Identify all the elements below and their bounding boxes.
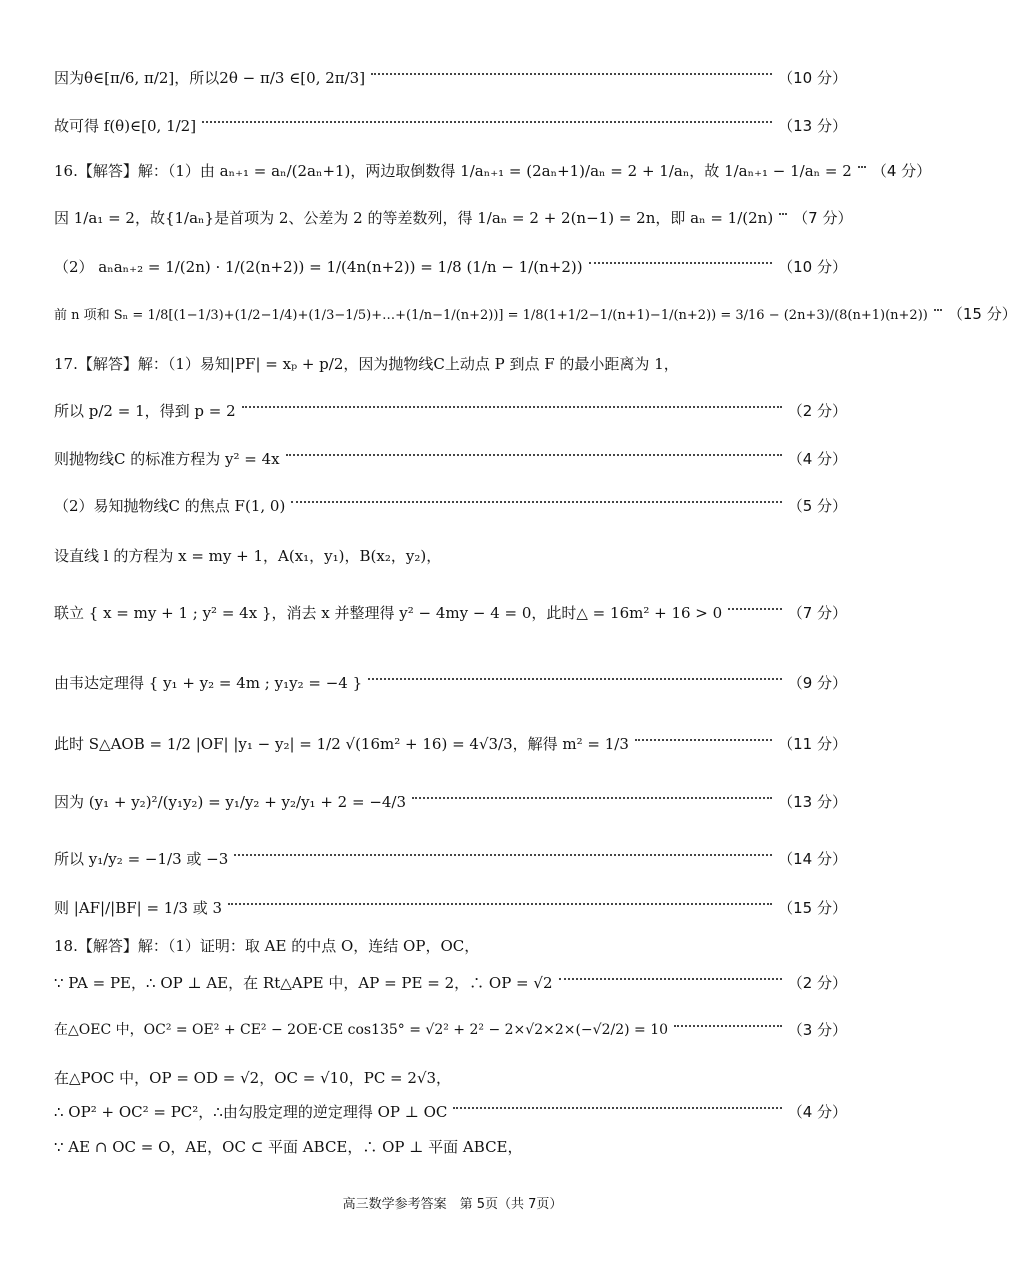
score-label: （7 分） [793,208,853,227]
score-label: （14 分） [778,849,847,868]
score-label: （5 分） [787,496,847,515]
leader-dots [202,121,772,123]
line-text: 由韦达定理得 { y₁ + y₂ = 4m ; y₁y₂ = −4 } [54,673,363,692]
line-text: 此时 S△AOB = 1/2 |OF| |y₁ − y₂| = 1/2 √(16m² + 16) = 4√3/3，解得 m² = 1/3 [54,734,629,753]
answer-line [54,110,847,140]
score-label: （2 分） [787,401,847,420]
leader-dots [371,73,772,75]
answer-line [54,443,847,473]
line-text: 在△OEC 中，OC² = OE² + CE² − 2OE·CE cos135° = √2² + 2² − 2×√2×2×(−√2/2) = 10 [54,1022,669,1038]
leader-dots [453,1107,781,1109]
answer-line [54,202,853,232]
answer-line [54,251,847,281]
line-text: （2）易知抛物线C 的焦点 F(1, 0) [54,496,286,515]
answer-line [54,62,847,92]
score-label: （4 分） [787,1102,847,1121]
line-text: 18.【解答】解：（1）证明：取 AE 的中点 O，连结 OP，OC， [54,936,480,955]
answer-line [54,664,847,700]
leader-dots [228,903,772,905]
leader-dots [635,739,772,741]
answer-line [54,967,847,997]
score-label: （4 分） [871,161,932,180]
line-text: 所以 y₁/y₂ = −1/3 或 −3 [54,849,229,868]
answer-line [54,540,847,570]
leader-dots [559,978,782,980]
score-label: （13 分） [778,116,847,135]
answer-line [54,1012,847,1046]
answer-line [54,930,847,960]
score-label: （10 分） [778,257,847,276]
answer-line [54,1062,847,1092]
line-text: 16.【解答】解：（1）由 aₙ₊₁ = aₙ/(2aₙ+1)，两边取倒数得 1/aₙ₊₁ = (2aₙ+1)/aₙ = 2 + 1/aₙ，故 1/aₙ₊₁ − 1/aₙ = 2 [54,161,852,180]
line-text: 则 |AF|/|BF| = 1/3 或 3 [54,898,223,917]
answer-line [54,784,847,818]
answer-line [54,1131,847,1161]
answer-line [54,298,1017,328]
leader-dots [291,501,781,503]
answer-line [54,1096,847,1126]
line-text: 设直线 l 的方程为 x = my + 1，A(x₁，y₁)，B(x₂，y₂)， [54,546,442,565]
leader-dots [934,309,942,311]
line-text: 联立 { x = my + 1 ; y² = 4x }，消去 x 并整理得 y² − 4my − 4 = 0，此时△ = 16m² + 16 > 0 [54,603,723,622]
line-text: 则抛物线C 的标准方程为 y² = 4x [54,449,280,468]
score-label: （9 分） [787,673,847,692]
score-label: （15 分） [947,304,1017,323]
score-label: （7 分） [787,603,847,622]
leader-dots [589,262,773,264]
leader-dots [368,678,782,680]
score-label: （4 分） [787,449,847,468]
line-text: 在△POC 中，OP = OD = √2，OC = √10，PC = 2√3， [54,1068,452,1087]
leader-dots [234,854,772,856]
answer-line [54,490,847,520]
leader-dots [728,608,782,610]
score-label: （3 分） [787,1020,847,1039]
line-text: 因为 (y₁ + y₂)²/(y₁y₂) = y₁/y₂ + y₂/y₁ + 2 = −4/3 [54,792,407,811]
line-text: 故可得 f(θ)∈[0, 1/2] [54,116,197,135]
leader-dots [779,213,787,215]
line-text: 前 n 项和 Sₙ = 1/8[(1−1/3)+(1/2−1/4)+(1/3−1/5)+…+(1/n−1/(n+2))] = 1/8(1+1/2−1/(n+1)−1/(n+2)) = 3/16 − (2n+3)/(8(n+1)(n+2)) [54,307,928,323]
score-label: （10 分） [778,68,847,87]
answer-line [54,726,847,760]
answer-line [54,155,932,185]
answer-line [54,594,847,630]
score-label: （2 分） [787,973,847,992]
score-label: （13 分） [778,792,847,811]
leader-dots [412,797,772,799]
score-label: （15 分） [778,898,847,917]
leader-dots [674,1025,782,1027]
leader-dots [286,454,782,456]
line-text: 因 1/a₁ = 2，故{1/aₙ}是首项为 2、公差为 2 的等差数列，得 1/aₙ = 2 + 2(n−1) = 2n，即 aₙ = 1/(2n) [54,208,774,227]
answer-line [54,843,847,873]
line-text: 17.【解答】解：（1）易知|PF| = xₚ + p/2，因为抛物线C上动点 P 到点 F 的最小距离为 1， [54,354,679,373]
leader-dots [242,406,782,408]
answer-line [54,892,847,922]
line-text: （2） aₙaₙ₊₂ = 1/(2n) · 1/(2(n+2)) = 1/(4n(n+2)) = 1/8 (1/n − 1/(n+2)) [54,257,583,276]
line-text: 所以 p/2 = 1，得到 p = 2 [54,401,236,420]
line-text: 因为θ∈[π/6, π/2]，所以2θ − π/3 ∈[0, 2π/3] [54,68,366,87]
leader-dots [858,166,866,168]
line-text: ∵ AE ∩ OC = O，AE，OC ⊂ 平面 ABCE，∴ OP ⊥ 平面 ABCE， [54,1137,523,1156]
line-text: ∵ PA = PE，∴ OP ⊥ AE，在 Rt△APE 中，AP = PE = 2，∴ OP = √2 [54,973,553,992]
answer-line [54,395,847,425]
answer-line [54,348,847,378]
page-footer: 高三数学参考答案 第 5页（共 7页） [342,1197,563,1212]
score-label: （11 分） [778,734,847,753]
line-text: ∴ OP² + OC² = PC²，∴由勾股定理的逆定理得 OP ⊥ OC [54,1102,448,1121]
